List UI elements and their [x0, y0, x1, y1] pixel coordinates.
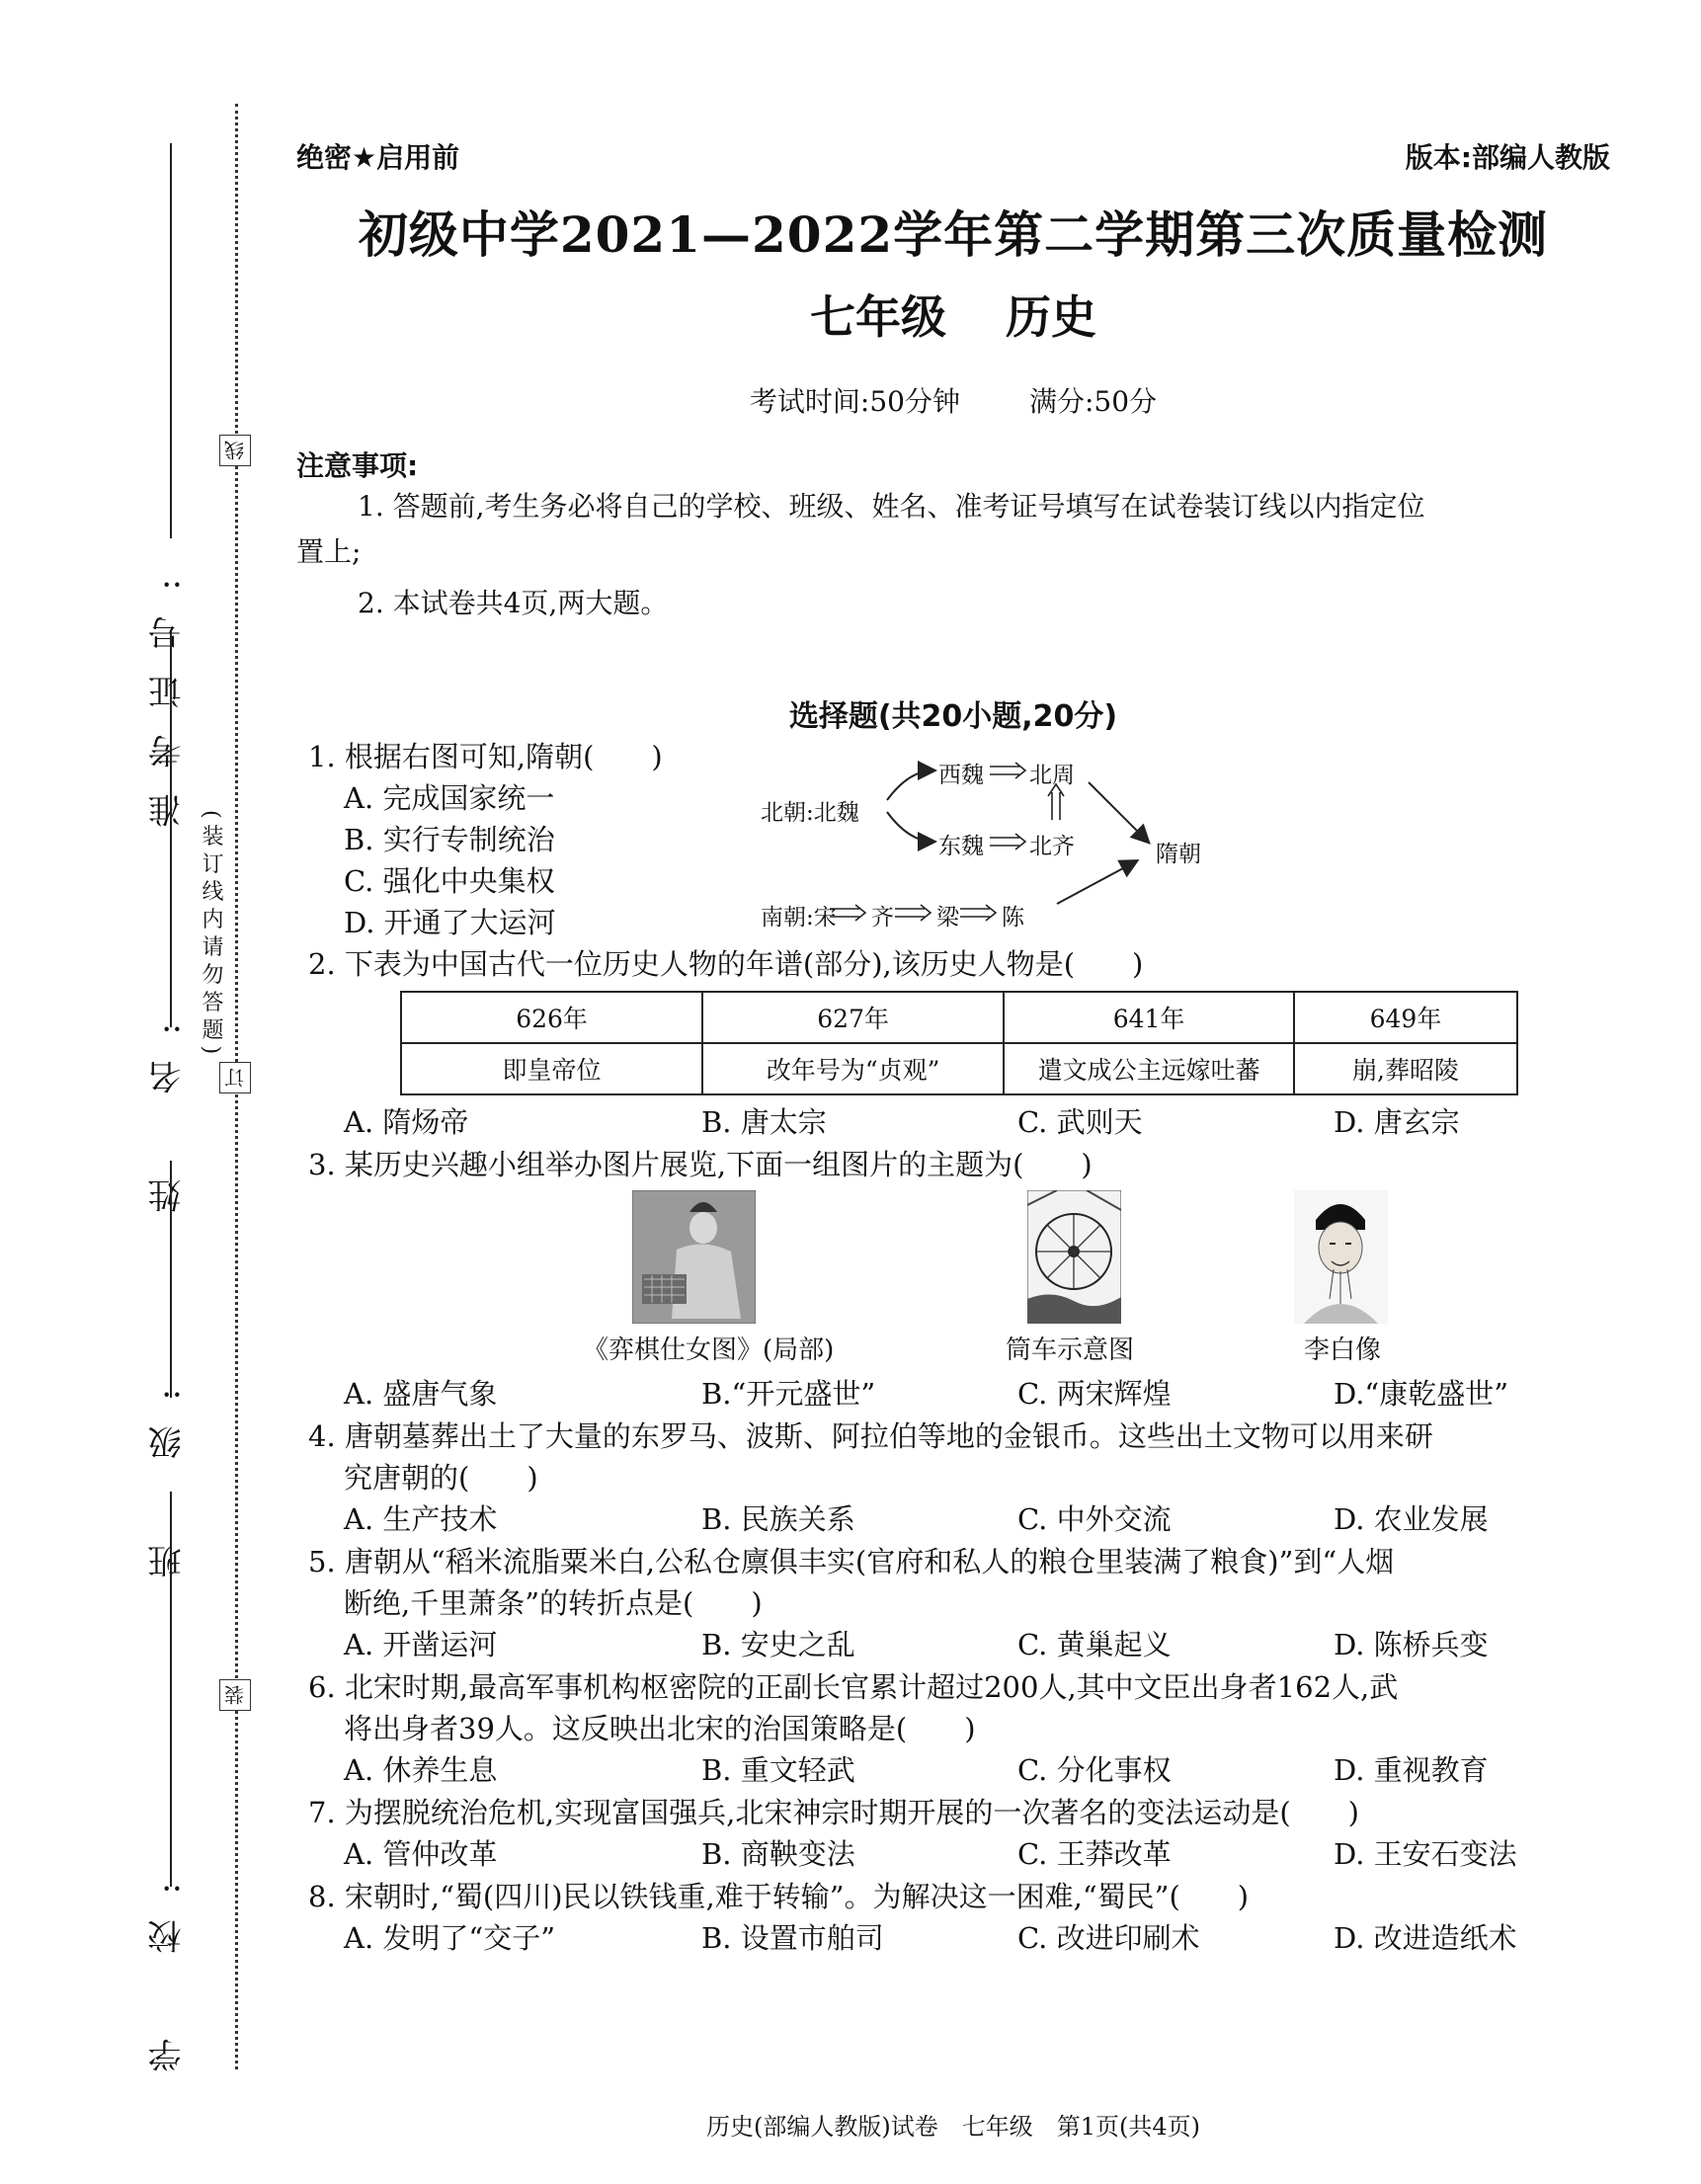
- q2-option-c[interactable]: C. 武则天: [1017, 1105, 1143, 1139]
- q1-option-a[interactable]: A. 完成国家统一: [344, 781, 555, 815]
- table-row: [401, 1043, 1517, 1094]
- note-2: 2. 本试卷共4页,两大题。: [358, 587, 669, 619]
- binding-note: (装订线内请勿答题): [199, 810, 223, 1061]
- table-row: [401, 992, 1517, 1043]
- full-score: 满分:50分: [1029, 385, 1158, 418]
- q6-option-a[interactable]: A. 休养生息: [344, 1753, 498, 1787]
- note-1: 1. 答题前,考生务必将自己的学校、班级、姓名、准考证号填写在试卷装订线以内指定位: [358, 490, 1425, 523]
- subject-label: 历史: [1006, 290, 1096, 344]
- q4-option-c[interactable]: C. 中外交流: [1017, 1502, 1172, 1536]
- arrow-zhou-to-sui: [1089, 782, 1148, 842]
- table-cell: 遣文成公主远嫁吐蕃: [1004, 1043, 1294, 1094]
- arrow-wei-to-east: [887, 812, 933, 842]
- q6-option-b[interactable]: B. 重文轻武: [701, 1753, 855, 1787]
- grade-label: 七年级: [810, 290, 946, 344]
- table-cell: 627年: [702, 992, 1004, 1043]
- caption-water-wheel: 筒车示意图: [1006, 1335, 1135, 1365]
- diagram-west-wei: 西魏: [938, 763, 984, 788]
- question-2-stem: 2. 下表为中国古代一位历史人物的年谱(部分),该历史人物是( ): [308, 947, 1144, 981]
- q1-option-c[interactable]: C. 强化中央集权: [344, 864, 555, 898]
- diagram-liang: 梁: [936, 905, 959, 930]
- water-wheel-diagram: [1027, 1190, 1121, 1324]
- weiqi-lady-painting: [632, 1190, 756, 1324]
- diagram-north-dynasty: 北朝:北魏: [761, 800, 859, 826]
- diagram-north-qi: 北齐: [1029, 834, 1075, 859]
- diagram-chen: 陈: [1002, 905, 1024, 930]
- q2-option-d[interactable]: D. 唐玄宗: [1334, 1105, 1460, 1139]
- q7-option-c[interactable]: C. 王莽改革: [1017, 1837, 1172, 1871]
- q1-option-d[interactable]: D. 开通了大运河: [344, 906, 556, 939]
- question-6-stem-cont: 将出身者39人。这反映出北宋的治国策略是( ): [344, 1712, 976, 1745]
- diagram-south-dynasty: 南朝:宋: [761, 905, 837, 930]
- q8-option-d[interactable]: D. 改进造纸术: [1334, 1921, 1517, 1955]
- name-line[interactable]: [170, 632, 172, 1027]
- diagram-qi: 齐: [871, 905, 894, 930]
- table-cell: 626年: [401, 992, 702, 1043]
- question-1-stem: 1. 根据右图可知,隋朝( ): [308, 740, 663, 773]
- question-5-stem-cont: 断绝,千里萧条”的转折点是( ): [344, 1586, 763, 1620]
- chronology-table: [400, 991, 1518, 1095]
- diagram-east-wei: 东魏: [938, 834, 984, 859]
- question-6-stem: 6. 北宋时期,最高军事机构枢密院的正副长官累计超过200人,其中文臣出身者162人,武: [308, 1670, 1399, 1704]
- dynasty-diagram: [761, 751, 1274, 933]
- exam-meta: [296, 380, 1610, 420]
- q3-option-d[interactable]: D.“康乾盛世”: [1334, 1377, 1509, 1411]
- q1-option-b[interactable]: B. 实行专制统治: [344, 823, 555, 856]
- question-4-stem-cont: 究唐朝的( ): [344, 1461, 538, 1495]
- diagram-sui: 隋朝: [1156, 842, 1201, 867]
- mark-ding: 订: [219, 1062, 251, 1093]
- exam-subtitle: [296, 282, 1610, 347]
- table-cell: 改年号为“贞观”: [702, 1043, 1004, 1094]
- q5-option-a[interactable]: A. 开凿运河: [344, 1628, 498, 1661]
- q8-option-a[interactable]: A. 发明了“交子”: [344, 1921, 556, 1955]
- q3-option-b[interactable]: B.“开元盛世”: [701, 1377, 876, 1411]
- question-4-stem: 4. 唐朝墓葬出土了大量的东罗马、波斯、阿拉伯等地的金银币。这些出土文物可以用来研: [308, 1419, 1433, 1453]
- q5-option-b[interactable]: B. 安史之乱: [701, 1628, 855, 1661]
- question-3-stem: 3. 某历史兴趣小组举办图片展览,下面一组图片的主题为( ): [308, 1148, 1093, 1181]
- note-1b: 置上;: [296, 535, 362, 568]
- binding-margin: [0, 0, 257, 2184]
- q8-option-b[interactable]: B. 设置市舶司: [701, 1921, 884, 1955]
- class-line[interactable]: [170, 1161, 172, 1398]
- q6-option-d[interactable]: D. 重视教育: [1334, 1753, 1489, 1787]
- q4-option-b[interactable]: B. 民族关系: [701, 1502, 855, 1536]
- version-label: 版本:部编人教版: [1405, 141, 1610, 174]
- q2-option-b[interactable]: B. 唐太宗: [701, 1105, 827, 1139]
- exam-time: 考试时间:50分钟: [749, 385, 960, 418]
- name-label: 姓 名:: [148, 998, 188, 1213]
- q5-option-c[interactable]: C. 黄巢起义: [1017, 1628, 1172, 1661]
- q6-option-c[interactable]: C. 分化事权: [1017, 1753, 1172, 1787]
- table-cell: 崩,葬昭陵: [1294, 1043, 1517, 1094]
- exam-number-line[interactable]: [170, 143, 172, 538]
- question-8-stem: 8. 宋朝时,“蜀(四川)民以铁钱重,难于转输”。为解决这一困难,“蜀民”( ): [308, 1880, 1250, 1913]
- notes-title: 注意事项:: [296, 449, 419, 482]
- exam-title: 初级中学2021—2022学年第二学期第三次质量检测: [358, 205, 1549, 264]
- arrow-wei-to-west: [887, 770, 933, 800]
- mark-zhuang: 装: [219, 1679, 251, 1711]
- mark-xian: 线: [219, 435, 251, 466]
- table-cell: 649年: [1294, 992, 1517, 1043]
- school-line[interactable]: [170, 1492, 172, 1887]
- page-footer: 历史(部编人教版)试卷 七年级 第1页(共4页): [706, 2113, 1200, 2141]
- confidential-mark: 绝密★启用前: [296, 141, 460, 174]
- section-title: 选择题(共20小题,20分): [788, 699, 1118, 734]
- class-label: 班 级:: [148, 1363, 188, 1578]
- q4-option-d[interactable]: D. 农业发展: [1334, 1502, 1489, 1536]
- q3-option-c[interactable]: C. 两宋辉煌: [1017, 1377, 1172, 1411]
- question-5-stem: 5. 唐朝从“稻米流脂粟米白,公私仓廪俱丰实(官府和私人的粮仓里装满了粮食)”到“人烟: [308, 1545, 1395, 1578]
- exam-number-label: 准考证号:: [148, 553, 188, 828]
- q7-option-d[interactable]: D. 王安石变法: [1334, 1837, 1517, 1871]
- table-cell: 即皇帝位: [401, 1043, 702, 1094]
- school-label: 学 校:: [148, 1857, 188, 2072]
- q5-option-d[interactable]: D. 陈桥兵变: [1334, 1628, 1489, 1661]
- diagram-north-zhou: 北周: [1029, 763, 1075, 788]
- arrow-chen-to-sui: [1057, 861, 1136, 904]
- li-bai-portrait: [1294, 1190, 1388, 1324]
- q2-option-a[interactable]: A. 隋炀帝: [344, 1105, 469, 1139]
- question-7-stem: 7. 为摆脱统治危机,实现富国强兵,北宋神宗时期开展的一次著名的变法运动是( ): [308, 1796, 1359, 1829]
- caption-li-bai: 李白像: [1304, 1335, 1382, 1365]
- table-cell: 641年: [1004, 992, 1294, 1043]
- q4-option-a[interactable]: A. 生产技术: [344, 1502, 498, 1536]
- q3-option-a[interactable]: A. 盛唐气象: [344, 1377, 498, 1411]
- q7-option-b[interactable]: B. 商鞅变法: [701, 1837, 855, 1871]
- q8-option-c[interactable]: C. 改进印刷术: [1017, 1921, 1200, 1955]
- caption-painting: 《弈棋仕女图》(局部): [583, 1335, 835, 1365]
- q7-option-a[interactable]: A. 管仲改革: [344, 1837, 498, 1871]
